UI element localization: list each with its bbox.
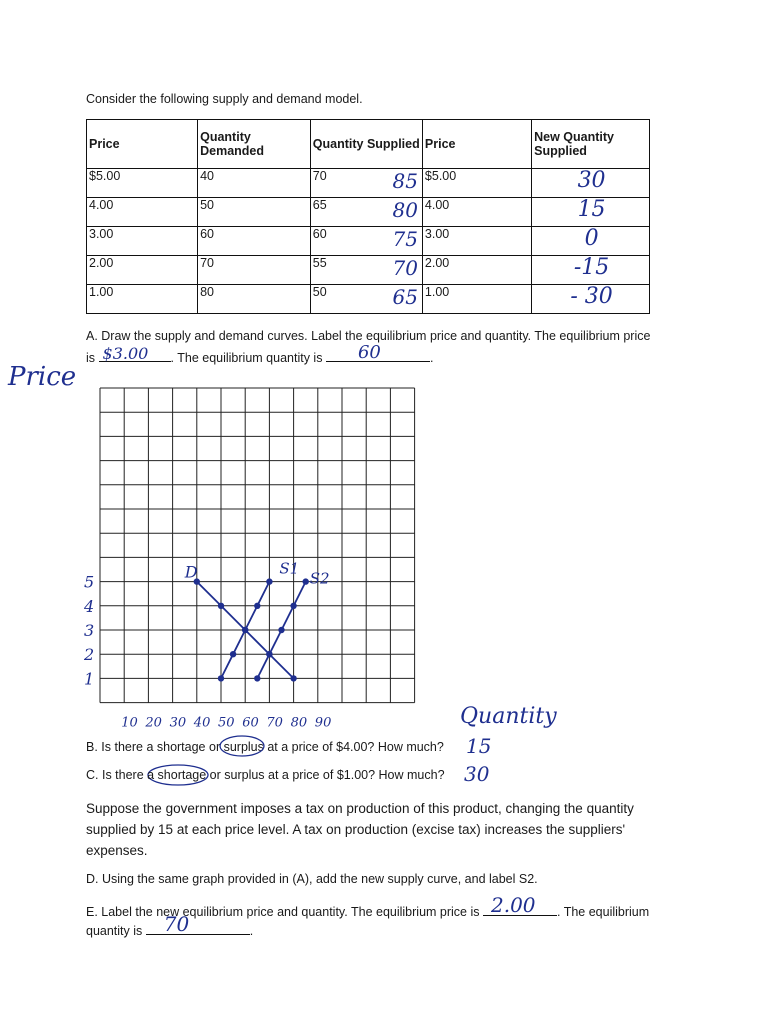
price2-cell: 4.00 [422, 198, 531, 227]
price-cell: 3.00 [87, 227, 198, 256]
price2-cell: 1.00 [422, 285, 531, 314]
x-tick-label: 20 [145, 715, 162, 731]
handwritten-nqs: - 30 [570, 284, 613, 309]
qe-line2: quantity is [86, 924, 143, 938]
supply1-label: S1 [279, 559, 300, 578]
price2-cell: 3.00 [422, 227, 531, 256]
tax-paragraph: Suppose the government imposes a tax on production of this product, changing the quantity supplied by 15 at each price level. A tax on production (excise tax) increases the suppliers' expenses. [86, 801, 634, 858]
supply2-point [303, 578, 309, 584]
qs-value: 65 [312, 198, 327, 212]
question-b [86, 740, 444, 754]
y-tick-label: 2 [84, 645, 95, 665]
x-tick-label: 50 [218, 715, 235, 731]
qa-end: . [429, 351, 434, 365]
price-cell: 1.00 [87, 285, 198, 314]
qs-value: 50 [312, 285, 327, 299]
x-tick-label: 90 [314, 715, 332, 731]
x-tick-label: 60 [242, 715, 259, 731]
qa-mid: . The equilibrium quantity is [170, 351, 323, 365]
x-tick-label: 10 [121, 715, 138, 731]
handwritten-qs: 75 [392, 227, 418, 251]
supply2-point [278, 627, 284, 633]
handwritten-nqs: 15 [577, 197, 606, 222]
question-c-text: C. Is there a shortage or surplus at a price of $1.00? How much? [86, 768, 445, 782]
price-axis-label: Price [8, 362, 77, 392]
question-b-text: B. Is there a shortage or surplus at a price of $4.00? How much? [86, 740, 444, 754]
y-tick-label: 5 [84, 572, 95, 592]
qe-text: E. Label the new equilibrium price and quantity. The equilibrium price is [86, 905, 480, 919]
e-qty-blank[interactable] [146, 912, 250, 936]
header-price-2: Price [422, 120, 531, 169]
quantity-axis-label: Quantity [460, 704, 557, 729]
handwritten-nqs: 30 [577, 168, 606, 193]
demand-point [218, 603, 224, 609]
price2-cell: $5.00 [422, 169, 531, 198]
supply2-point [290, 603, 296, 609]
supply1-point [254, 603, 260, 609]
qs-value: 60 [312, 227, 327, 241]
question-c-answer: 30 [464, 762, 490, 786]
price-cell: 4.00 [87, 198, 198, 227]
graph-grid [100, 388, 415, 703]
y-tick-label: 4 [84, 596, 95, 616]
handwritten-nqs: -15 [573, 255, 610, 280]
header-quantity-demanded: Quantity Demanded [198, 120, 311, 169]
question-c [86, 768, 445, 782]
x-tick-label: 30 [169, 715, 187, 731]
price-cell: 2.00 [87, 256, 198, 285]
header-new-quantity-supplied: New Quantity Supplied [532, 120, 650, 169]
handwritten-qs: 65 [392, 285, 418, 309]
handwritten-qs: 80 [392, 198, 418, 222]
e-qty-answer: 70 [163, 912, 190, 936]
y-tick-label: 1 [84, 669, 95, 689]
qs-value: 70 [312, 169, 327, 183]
supply1-point [218, 675, 224, 681]
price-answer: $3.00 [102, 344, 149, 363]
qe-end: . [249, 924, 254, 938]
supply1-point [242, 627, 248, 633]
question-b-answer: 15 [466, 734, 492, 758]
x-tick-label: 70 [266, 715, 283, 731]
handwritten-qs: 70 [392, 256, 418, 280]
qe-after: . The equilibrium [556, 905, 650, 919]
qd-cell: 80 [198, 285, 311, 314]
handwritten-qs: 85 [392, 169, 418, 193]
qa-is: is [86, 351, 96, 365]
demand-point [290, 675, 296, 681]
x-tick-label: 40 [193, 715, 211, 731]
e-price-blank[interactable] [483, 893, 557, 917]
intro-text: Consider the following supply and demand model. [86, 92, 363, 106]
question-d: D. Using the same graph provided in (A), add the new supply curve, and label S2. [86, 872, 538, 886]
question-a-line1: A. Draw the supply and demand curves. Label the equilibrium price and quantity. The equilibrium price [86, 329, 651, 343]
price-cell: $5.00 [87, 169, 198, 198]
demand-label: D [184, 562, 198, 582]
price2-cell: 2.00 [422, 256, 531, 285]
supply1-point [266, 578, 272, 584]
qs-value: 55 [312, 256, 327, 270]
qd-cell: 50 [198, 198, 311, 227]
supply2-label: S2 [309, 569, 330, 588]
header-quantity-supplied: Quantity Supplied [310, 120, 422, 169]
qd-cell: 40 [198, 169, 311, 198]
e-price-answer: 2.00 [490, 893, 536, 917]
supply2-point [266, 651, 272, 657]
qd-cell: 70 [198, 256, 311, 285]
qty-answer: 60 [357, 342, 381, 363]
supply1-point [230, 651, 236, 657]
supply2-point [254, 675, 260, 681]
y-tick-label: 3 [84, 621, 95, 640]
x-tick-label: 80 [290, 715, 308, 731]
qd-cell: 60 [198, 227, 311, 256]
handwritten-nqs: 0 [584, 226, 599, 251]
header-price: Price [87, 120, 198, 169]
question-e-line2 [86, 912, 254, 938]
